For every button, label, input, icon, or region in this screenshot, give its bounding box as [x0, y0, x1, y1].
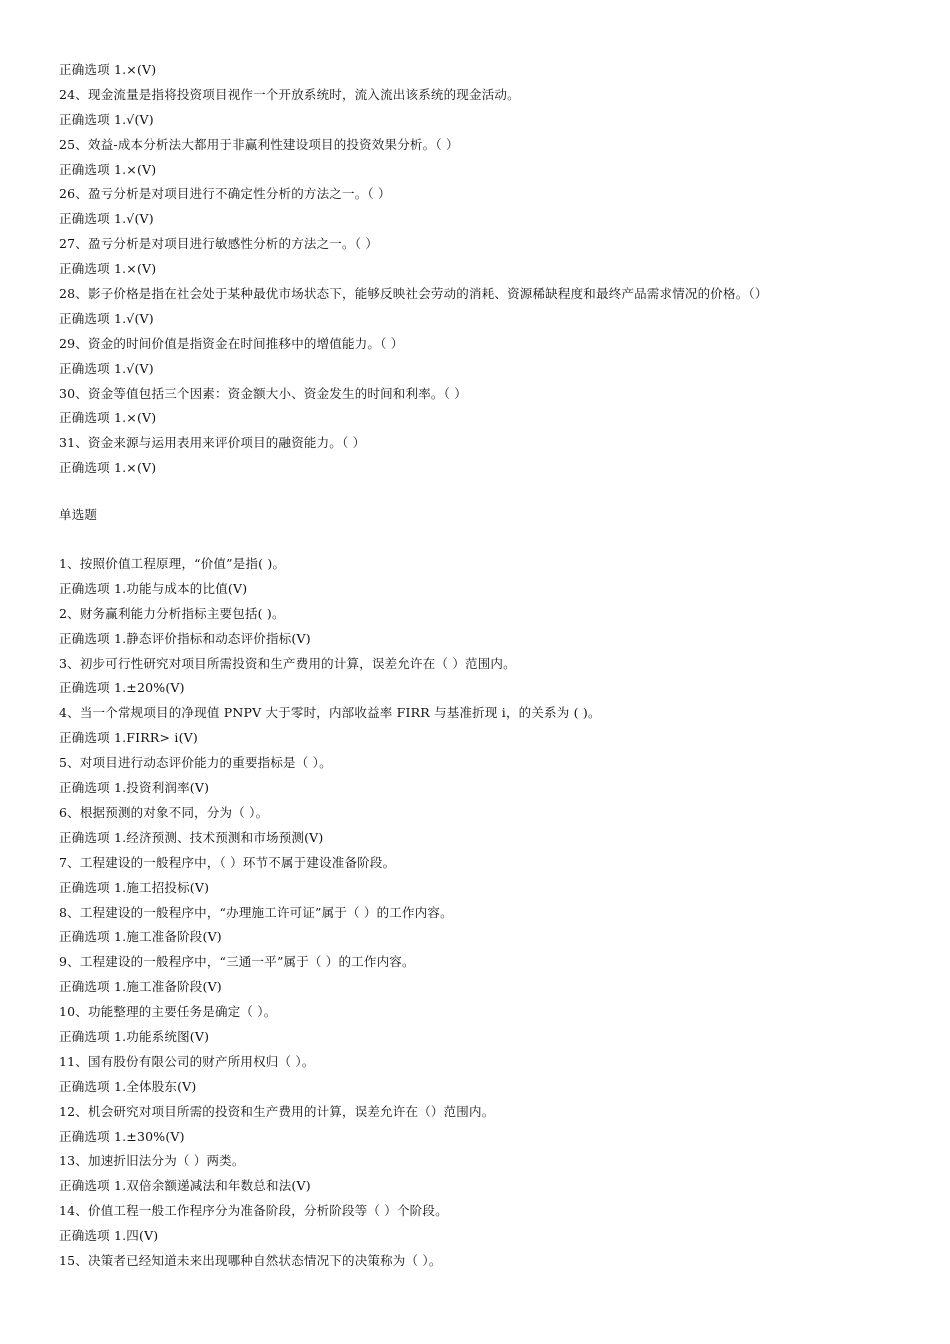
question-line: 15、决策者已经知道未来出现哪种自然状态情况下的决策称为（ ）。 [59, 1252, 442, 1268]
question-line: 10、功能整理的主要任务是确定（ ）。 [59, 1004, 277, 1020]
answer-line: 正确选项 1.√(V) [59, 111, 154, 127]
question-line: 14、价值工程一般工作程序分为准备阶段，分析阶段等（ ）个阶段。 [59, 1203, 448, 1219]
question-line: 4、当一个常规项目的净现值 PNPV 大于零时，内部收益率 FIRR 与基准折现 i，的关系为 ( )。 [59, 705, 601, 721]
answer-line: 正确选项 1.±30%(V) [59, 1128, 185, 1144]
question-line: 25、效益-成本分析法大都用于非赢利性建设项目的投资效果分析。（ ） [59, 136, 459, 152]
question-line: 9、工程建设的一般程序中，“三通一平”属于（ ）的工作内容。 [59, 954, 415, 970]
question-line: 13、加速折旧法分为（ ）两类。 [59, 1153, 245, 1169]
question-line: 3、初步可行性研究对项目所需投资和生产费用的计算，误差允许在（ ）范围内。 [59, 655, 516, 671]
question-line: 24、现金流量是指将投资项目视作一个开放系统时，流入流出该系统的现金活动。 [59, 86, 520, 102]
question-line: 28、影子价格是指在社会处于某种最优市场状态下，能够反映社会劳动的消耗、资源稀缺程度和最终产品需求情况的价格。（） [59, 286, 768, 302]
question-line: 6、根据预测的对象不同，分为（ ）。 [59, 804, 269, 820]
answer-line: 正确选项 1.经济预测、技术预测和市场预测(V) [59, 829, 324, 845]
answer-line: 正确选项 1.全体股东(V) [59, 1078, 197, 1094]
question-line: 31、资金来源与运用表用来评价项目的融资能力。（ ） [59, 435, 366, 451]
document-page [59, 58, 919, 1274]
answer-line: 正确选项 1.双倍余额递减法和年数总和法(V) [59, 1178, 311, 1194]
single-choice-question-list [59, 552, 919, 1274]
answer-line: 正确选项 1.√(V) [59, 310, 154, 326]
answer-line: 正确选项 1.施工准备阶段(V) [59, 979, 222, 995]
answer-line: 正确选项 1.×(V) [59, 410, 157, 426]
answer-line: 正确选项 1.FIRR> i(V) [59, 730, 198, 746]
section-heading: 单选题 [59, 507, 98, 523]
answer-line: 正确选项 1.×(V) [59, 261, 157, 277]
answer-line: 正确选项 1.静态评价指标和动态评价指标(V) [59, 630, 311, 646]
answer-line: 正确选项 1.√(V) [59, 360, 154, 376]
judgement-question-list [59, 58, 919, 481]
question-line: 5、对项目进行动态评价能力的重要指标是（ ）。 [59, 755, 332, 771]
question-line: 12、机会研究对项目所需的投资和生产费用的计算，误差允许在（）范围内。 [59, 1103, 495, 1119]
answer-line: 正确选项 1.×(V) [59, 460, 157, 476]
answer-line: 正确选项 1.施工准备阶段(V) [59, 929, 222, 945]
question-line: 7、工程建设的一般程序中，（ ）环节不属于建设准备阶段。 [59, 854, 396, 870]
question-line: 11、国有股份有限公司的财产所用权归（ ）。 [59, 1053, 315, 1069]
question-line: 30、资金等值包括三个因素：资金额大小、资金发生的时间和利率。（ ） [59, 385, 467, 401]
question-line: 1、按照价值工程原理，“价值”是指( )。 [59, 556, 286, 572]
answer-line: 正确选项 1.施工招投标(V) [59, 879, 210, 895]
answer-line: 正确选项 1.±20%(V) [59, 680, 185, 696]
question-line: 29、资金的时间价值是指资金在时间推移中的增值能力。（ ） [59, 335, 404, 351]
answer-line: 正确选项 1.×(V) [59, 161, 157, 177]
answer-line: 正确选项 1.√(V) [59, 211, 154, 227]
answer-line: 正确选项 1.投资利润率(V) [59, 780, 210, 796]
answer-line: 正确选项 1.四(V) [59, 1228, 159, 1244]
question-line: 8、工程建设的一般程序中，“办理施工许可证”属于（ ）的工作内容。 [59, 904, 453, 920]
answer-line: 正确选项 1.功能与成本的比值(V) [59, 580, 248, 596]
question-line: 2、财务赢利能力分析指标主要包括( )。 [59, 605, 285, 621]
answer-line: 正确选项 1.×(V) [59, 62, 157, 77]
answer-line: 正确选项 1.功能系统图(V) [59, 1028, 210, 1044]
question-line: 27、盈亏分析是对项目进行敏感性分析的方法之一。（ ） [59, 236, 379, 252]
question-line: 26、盈亏分析是对项目进行不确定性分析的方法之一。（ ） [59, 186, 391, 202]
